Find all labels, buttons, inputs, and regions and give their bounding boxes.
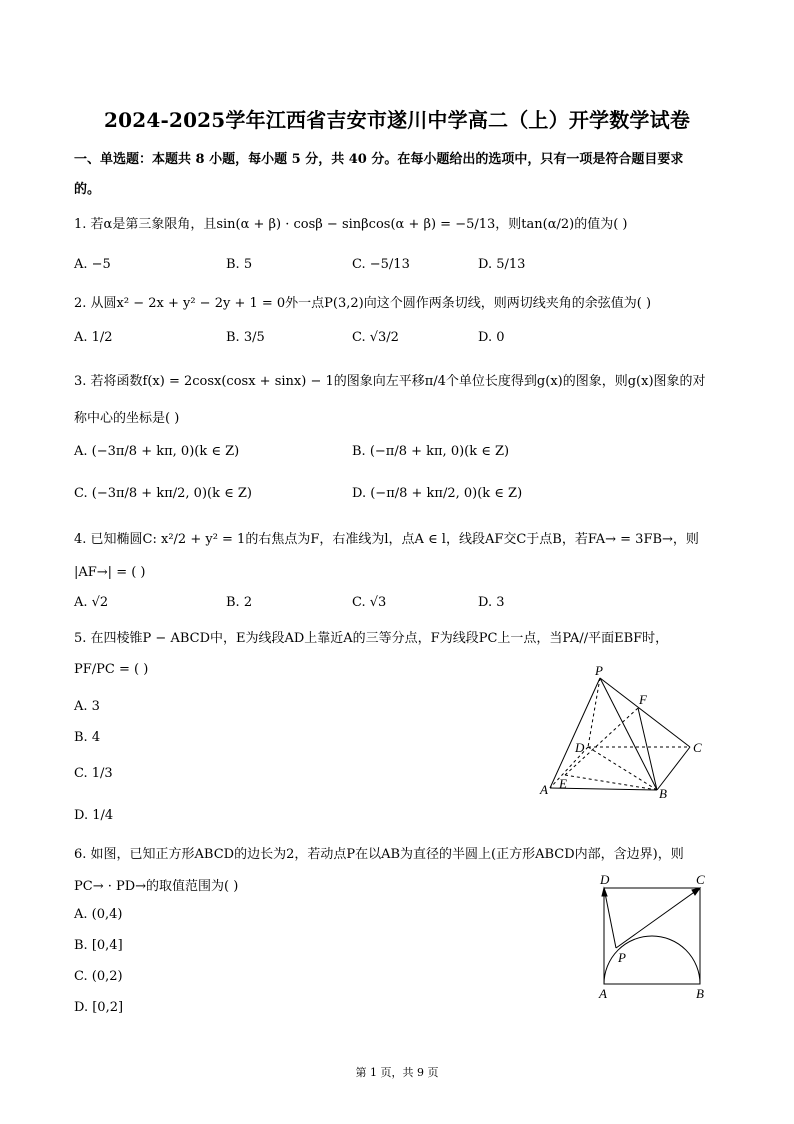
edge-bc — [657, 747, 690, 790]
question-3: 3. 若将函数f(x) = 2cosx(cosx + sinx) − 1的图象向左平移π/4个单位长度得到g(x)的图象，则g(x)图象的对 — [74, 374, 706, 389]
edge-pb — [600, 678, 657, 790]
page-title: 2024-2025学年江西省吉安市遂川中学高二（上）开学数学试卷 — [103, 108, 691, 132]
question-5-cont: PF/PC = ( ) — [74, 662, 149, 677]
vector-pd — [604, 888, 616, 948]
q6-option-d: D. [0,2] — [74, 1000, 124, 1015]
label-p: P — [618, 950, 626, 965]
question-4-cont: |AF→| = ( ) — [74, 565, 146, 580]
question-6: 6. 如图，已知正方形ABCD的边长为2，若动点P在以AB为直径的半圆上(正方形ABCD内部，含边界)，则 — [74, 847, 684, 862]
question-2: 2. 从圆x² − 2x + y² − 2y + 1 = 0外一点P(3,2)向这个圆作两条切线，则两切线夹角的余弦值为( ) — [74, 296, 652, 311]
q2-option-a: A. 1/2 — [74, 330, 113, 345]
label-e: E — [559, 776, 567, 791]
q3-option-c: C. (−3π/8 + kπ/2, 0)(k ∈ Z) — [74, 486, 252, 501]
question-3-cont: 称中心的坐标是( ) — [74, 411, 180, 426]
q3-option-d: D. (−π/8 + kπ/2, 0)(k ∈ Z) — [352, 486, 523, 501]
q1-option-d: D. 5/13 — [478, 257, 526, 272]
question-1: 1. 若α是第三象限角，且sin(α + β) · cosβ − sinβcos(α + β) = −5/13，则tan(α/2)的值为( ) — [74, 217, 628, 232]
label-b: B — [659, 786, 667, 800]
question-6-cont: PC→ · PD→的取值范围为( ) — [74, 879, 239, 894]
label-d: D — [575, 740, 585, 755]
question-5: 5. 在四棱锥P − ABCD中，E为线段AD上靠近A的三等分点，F为线段PC上一点，当PA//平面EBF时， — [74, 631, 669, 646]
q3-option-a: A. (−3π/8 + kπ, 0)(k ∈ Z) — [74, 444, 240, 459]
q6-option-a: A. (0,4) — [74, 907, 123, 922]
q2-option-d: D. 0 — [478, 330, 505, 345]
q3-option-b: B. (−π/8 + kπ, 0)(k ∈ Z) — [352, 444, 510, 459]
label-d: D — [600, 872, 610, 887]
question-4: 4. 已知椭圆C: x²/2 + y² = 1的右焦点为F，右准线为l，点A ∈ l，线段AF交C于点B，若FA→ = 3FB→，则 — [74, 532, 699, 547]
section-heading-cont: 的。 — [74, 182, 101, 197]
edge-db — [588, 747, 657, 790]
q5-option-b: B. 4 — [74, 730, 101, 745]
label-p: P — [595, 663, 603, 678]
q4-option-b: B. 2 — [226, 595, 253, 610]
q4-option-c: C. √3 — [352, 595, 387, 610]
page-footer: 第 1 页，共 9 页 — [355, 1066, 439, 1079]
label-b: B — [696, 986, 704, 1000]
label-a: A — [540, 782, 548, 797]
q5-option-a: A. 3 — [74, 699, 100, 714]
q5-option-c: C. 1/3 — [74, 766, 113, 781]
q4-option-a: A. √2 — [74, 595, 109, 610]
edge-pa — [550, 678, 600, 788]
q5-option-d: D. 1/4 — [74, 808, 114, 823]
q2-option-c: C. √3/2 — [352, 330, 399, 345]
square-figure — [590, 870, 720, 1000]
edge-eb — [565, 775, 657, 790]
section-heading: 一、单选题：本题共 8 小题，每小题 5 分，共 40 分。在每小题给出的选项中，只有一项是符合题目要求 — [74, 152, 684, 167]
q6-option-b: B. [0,4] — [74, 938, 123, 953]
q4-option-d: D. 3 — [478, 595, 505, 610]
label-f: F — [639, 692, 647, 707]
edge-fb — [638, 708, 657, 790]
arrow-pc-icon — [692, 888, 700, 895]
label-c: C — [693, 740, 702, 755]
q1-option-b: B. 5 — [226, 257, 253, 272]
label-c: C — [696, 872, 705, 887]
q2-option-b: B. 3/5 — [226, 330, 265, 345]
label-a: A — [599, 986, 607, 1000]
vector-pc — [616, 888, 700, 948]
arrow-pd-icon — [602, 888, 607, 896]
edge-pd — [588, 678, 600, 747]
q6-option-c: C. (0,2) — [74, 969, 123, 984]
q1-option-c: C. −5/13 — [352, 257, 410, 272]
pyramid-figure — [535, 660, 715, 800]
q1-option-a: A. −5 — [74, 257, 111, 272]
